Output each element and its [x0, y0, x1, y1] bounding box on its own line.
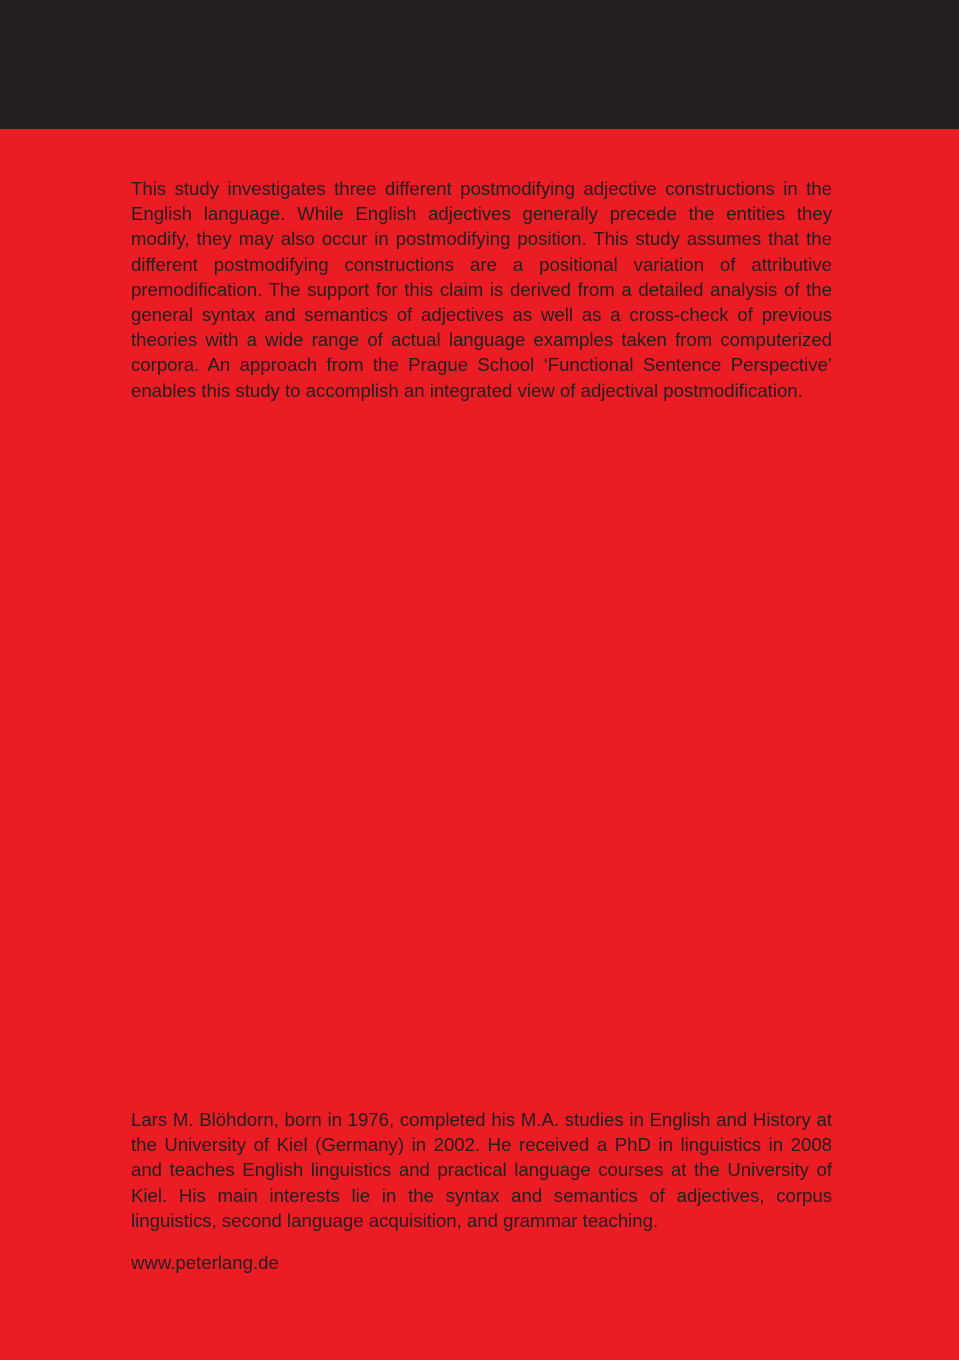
publisher-url[interactable]: www.peterlang.de	[131, 1252, 279, 1273]
abstract-text: This study investigates three different postmodifying adjective constructions in the English language. While English adjectives generally precede the entities they modify, they may also occur in postmodifying position. This study assumes that the different postmodifying constructions are a positional variation of attributive premodification. The support for this claim is derived from a detailed analysis of the general syntax and semantics of adjectives as well as a cross-check of previous theories with a wide range of actual language examples taken from computerized corpora. An approach from the Prague School ‘Functional Sentence Perspective’ enables this study to accomplish an integrated view of adjectival postmodification.	[131, 178, 832, 401]
author-bio-text: Lars M. Blöhdorn, born in 1976, completed his M.A. studies in English and History at the University of Kiel (Germany) in 2002. He received a PhD in linguistics in 2008 and teaches English linguistics and practical language courses at the University of Kiel. His main interests lie in the syntax and semantics of adjectives, corpus linguistics, second language acquisition, and grammar teaching.	[131, 1109, 832, 1231]
top-dark-band	[0, 0, 959, 129]
